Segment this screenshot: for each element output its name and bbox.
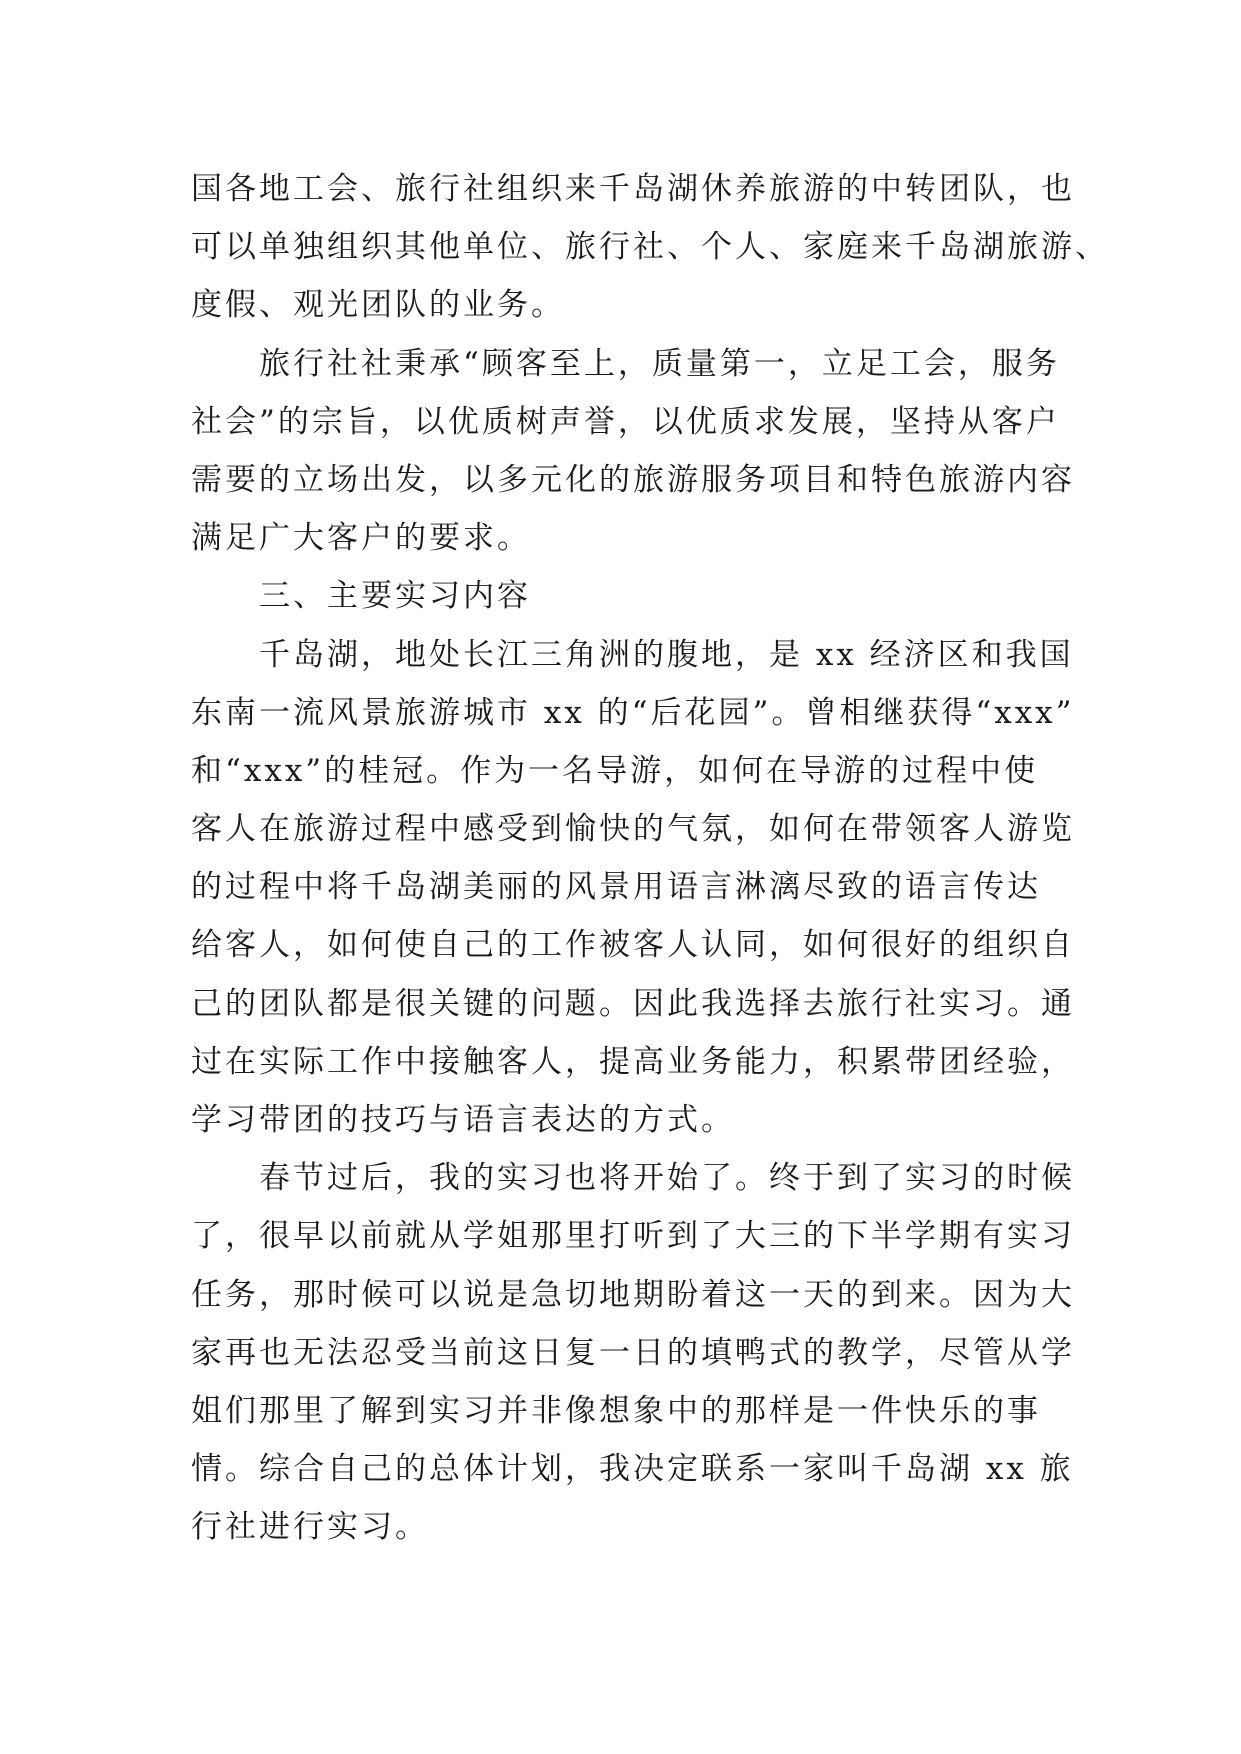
- text-line: 和“xxx”的桂冠。作为一名导游，如何在导游的过程中使: [191, 752, 1039, 789]
- text-line: 姐们那里了解到实习并非像想象中的那样是一件快乐的事: [191, 1392, 1041, 1429]
- text-line: 需要的立场出发，以多元化的旅游服务项目和特色旅游内容: [191, 461, 1075, 498]
- section-heading-text: 三、主要实习内容: [259, 578, 531, 615]
- paragraph-qiandao-lake: [191, 626, 1075, 1150]
- text-line: 满足广大客户的要求。: [191, 520, 531, 557]
- text-line: 过在实际工作中接触客人，提高业务能力，积累带团经验，: [191, 1043, 1075, 1080]
- text-line: 客人在旅游过程中感受到愉快的气氛，如何在带领客人游览: [191, 811, 1075, 848]
- text-line: 国各地工会、旅行社组织来千岛湖休养旅游的中转团队，也: [191, 171, 1075, 207]
- text-line: 社会”的宗旨，以优质树声誉，以优质求发展，坚持从客户: [191, 403, 1060, 440]
- text-line: 了，很早以前就从学姐那里打听到了大三的下半学期有实习: [191, 1218, 1075, 1255]
- text-line: 任务，那时候可以说是急切地期盼着这一天的到来。因为大: [191, 1276, 1075, 1313]
- paragraph-agency-tenet: [191, 335, 1075, 568]
- text-line: 春节过后，我的实习也将开始了。终于到了实习的时候: [259, 1160, 1075, 1197]
- text-line: 的过程中将千岛湖美丽的风景用语言淋漓尽致的语言传达: [191, 869, 1041, 906]
- paragraph-internship-start: [191, 1149, 1075, 1556]
- text-line: 行社进行实习。: [191, 1509, 429, 1546]
- text-line: 家再也无法忍受当前这日复一日的填鸭式的教学，尽管从学: [191, 1334, 1075, 1371]
- text-line: 可以单独组织其他单位、旅行社、个人、家庭来千岛湖旅游、: [191, 229, 1109, 266]
- text-line: 学习带团的技巧与语言表达的方式。: [191, 1102, 735, 1138]
- document-body: [191, 160, 1109, 1557]
- section-heading: [191, 567, 1051, 625]
- paragraph-intro-continued: [191, 160, 1109, 335]
- text-line: 给客人，如何使自己的工作被客人认同，如何很好的组织自: [191, 927, 1075, 964]
- text-line: 度假、观光团队的业务。: [191, 287, 565, 324]
- text-line: 旅行社社秉承“顾客至上，质量第一，立足工会，服务: [259, 345, 1060, 382]
- text-line: 千岛湖，地处长江三角洲的腹地，是 xx 经济区和我国: [259, 636, 1074, 673]
- text-line: 东南一流风景旅游城市 xx 的“后花园”。曾相继获得“xxx”: [191, 694, 1075, 731]
- text-line: 情。综合自己的总体计划，我决定联系一家叫千岛湖 xx 旅: [191, 1451, 1074, 1488]
- text-line: 己的团队都是很关键的问题。因此我选择去旅行社实习。通: [191, 985, 1075, 1022]
